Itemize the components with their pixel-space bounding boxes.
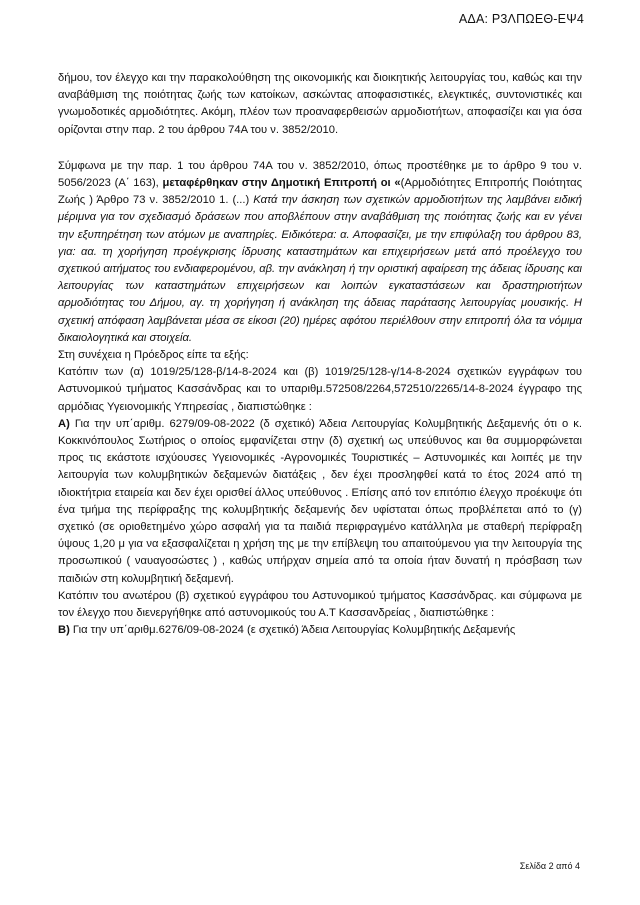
paragraph-committee-duties: δήμου, τον έλεγχο και την παρακολούθηση της οικονομικής και διοικητικής λειτουργίας του, καθώς και την αναβάθμιση της ποιότητας ζωής των κατοίκων, ασκώντας αποφασιστικές, ελεγκτικές, συντονιστικές και γνωμοδοτικές αρμοδιότητες. Ακόμη, πλέον των προαναφερθεισών αρμοδιοτήτων, αποφασίζει και για όσα ορίζονται στην παρ. 2 του άρθρου 74Α του ν. 3852/2010. [58, 72, 582, 136]
paragraph-finding-b [58, 622, 582, 639]
finding-a-label: Α) [58, 417, 70, 430]
paragraph-chair-statement: Στη συνέχεια η Πρόεδρος είπε τα εξής: [58, 349, 249, 362]
finding-a-text: Για την υπ΄αριθμ. 6279/09-08-2022 (δ σχετικό) Άδεια Λειτουργίας Κολυμβητικής Δεξαμενής ότι ο κ. Κοκκινόπουλος Σωτήριος ο οποίος εμφανίζεται στην (δ) σχετική ως υπεύθυνος και θα συμμορφώνεται προς τις εκάστοτε ισχύουσες Υγειονομικές -Αγρονομικές Τουριστικές – Αστυνομικές και λοιπές με την λειτουργία των κολυμβητικών δεξαμενών διατάξεις , δεν έχει προσληφθεί κατά το έτος 2024 από τη ιδιοκτήτρια εταιρεία και δεν έχει ορισθεί άλλος υπεύθυνος . Επίσης από τον επιτόπιο έλεγχο προέκυψε ότι ένα τμήμα της περίφραξης της κολυμβητικής δεξαμενής δεν υφίσταται όπως προβλέπεται από το (γ) σχετικό (σε οριοθετημένο χώρο ασφαλή για τα παιδιά περιφραγμένο κατάλληλα με σταθερή περίφραξη ύψους 1,20 μ για να εξασφαλίζεται η χρήση της με την επίβλεψη του απαιτούμενου για την λειτουργία της προσωπικού ( ναυαγοσώστες ) , καθώς υπήρχαν σημεία από τα οποία ήταν δυνατή η πρόσβαση των παιδιών στη κολυμβητική δεξαμενή. [58, 417, 582, 585]
paragraph-gap [58, 139, 582, 158]
page-number: Σελίδα 2 από 4 [519, 861, 580, 871]
ada-code: ΑΔΑ: Ρ3ΛΠΩΕΘ-ΕΨ4 [458, 12, 584, 26]
legal-basis-bold: μεταφέρθηκαν στην Δημοτική Επιτροπή οι « [162, 177, 401, 190]
paragraph-finding-a [58, 416, 582, 588]
legal-basis-lead: Σύμφωνα με την παρ. 1 του άρθρου 74Α του ν. 3852/2010, όπως προστέθηκε με το άρθρο 9 του ν. 5056/2023 (Α΄ 163), [58, 159, 582, 190]
legal-basis-rest: (Αρμοδιότητες Επιτροπής Ποιότητας Ζωής ) Άρθρο 73 ν. 3852/2010 1. (...) [58, 177, 583, 207]
finding-b-text: Για την υπ΄αριθμ.6276/09-08-2024 (ε σχετικό) Άδεια Λειτουργίας Κολυμβητικής Δεξαμενής [69, 624, 516, 637]
finding-b-label: Β) [58, 624, 70, 637]
paragraph-documents-findings: Κατόπιν των (α) 1019/25/128-β/14-8-2024 και (β) 1019/25/128-γ/14-8-2024 σχετικών εγγράφων του Αστυνομικού τμήματος Κασσάνδρας και το υπαριθμ.572508/2264,572510/2265/14-8-2024 έγγραφο της αρμόδιας Υγειονομικής Υπηρεσίας , διαπιστώθηκε : [58, 366, 582, 413]
legal-basis-quote: Κατά την άσκηση των σχετικών αρμοδιοτήτων της λαμβάνει ειδική μέριμνα για τον σχεδιασμό δράσεων που αποβλέπουν στην αναβάθμιση της ποιότητας ζωής και εν γένει την εξυπηρέτηση των ατόμων με αναπηρίες. Ειδικότερα: α. Αποφασίζει, με την επιφύλαξη του άρθρου 83, για: αα. τη χορήγηση προέγκρισης ίδρυσης καταστημάτων και επιχειρήσεων μετά από προέλεγχο του σχετικού αιτήματος του ενδιαφερομένου, αβ. την ανάκληση ή την οριστική αφαίρεση της άδειας ίδρυσης και λειτουργίας των καταστημάτων επιχειρήσεων και λοιπών εγκαταστάσεων και δραστηριοτήτων αρμοδιότητας του Δήμου, αγ. τη χορήγηση ή ανάκληση της άδειας παράτασης λειτουργίας μουσικής. Η σχετική απόφαση λαμβάνεται μέσα σε είκοσι (20) ημέρες αφότου περιέλθουν στην επιτροπή όλα τα νόμιμα δικαιολογητικά και στοιχεία. [58, 194, 582, 344]
paragraph-police-findings: Κατόπιν του ανωτέρου (β) σχετικού εγγράφου του Αστυνομικού τμήματος Κασσάνδρας. και σύμφωνα με τον έλεγχο που διενεργήθηκε από αστυνομικούς του Α.Τ Κασσανδρείας , διαπιστώθηκε : [58, 589, 582, 620]
paragraph-legal-basis [58, 158, 582, 347]
document-body [58, 70, 582, 640]
